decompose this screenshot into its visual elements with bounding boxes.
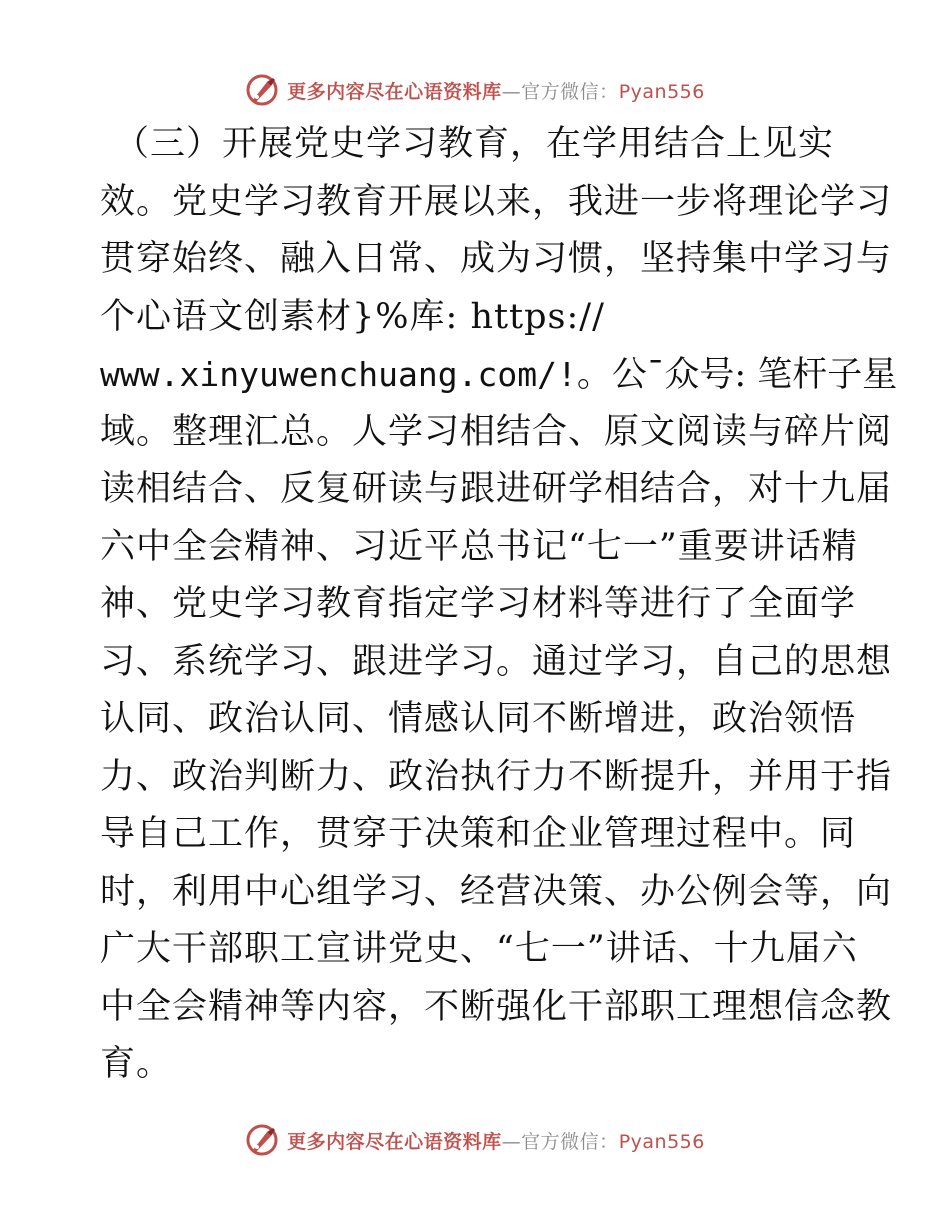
banner-text xyxy=(287,77,705,104)
document-body xyxy=(100,116,898,1094)
banner-handle: Pyan556 xyxy=(618,80,705,103)
url-text: www.xinyuwenchuang.com/! xyxy=(100,355,577,394)
footer-banner xyxy=(0,1120,950,1160)
wechat-text: 。公¯众号: 笔杆子星 xyxy=(576,355,898,395)
body-line: （三）开展党史学习教育，在学用结合上见实 xyxy=(114,124,835,164)
pen-nib-logo-icon xyxy=(245,73,279,107)
banner-prefix: 更多内容尽在心语资料库 xyxy=(287,80,502,103)
banner-separator: — xyxy=(501,1130,522,1153)
banner-text xyxy=(287,1127,705,1154)
body-line: 广大干部职工宣讲党史、“七一”讲话、十九届六 xyxy=(100,929,858,969)
body-line: 育。 xyxy=(100,1044,173,1084)
body-line: 力、政治判断力、政治执行力不断提升，并用于指 xyxy=(100,756,893,797)
body-line: 认同、政治认同、情感认同不断增进，政治领悟 xyxy=(100,699,857,739)
banner-official-label: 官方微信： xyxy=(521,1130,619,1153)
header-banner xyxy=(0,70,950,110)
body-line: 读相结合、反复研读与跟进研学相结合，对十九届 xyxy=(100,469,893,509)
body-line: 神、党史学习教育指定学习材料等进行了全面学 xyxy=(100,584,857,624)
body-line: 中全会精神等内容，不断强化干部职工理想信念教 xyxy=(100,986,893,1027)
body-line: 导自己工作，贯穿于决策和企业管理过程中。同 xyxy=(100,814,857,854)
banner-handle: Pyan556 xyxy=(618,1130,705,1153)
body-line: 习、系统学习、跟进学习。通过学习，自己的思想 xyxy=(100,641,893,682)
body-line: 贯穿始终、融入日常、成为习惯，坚持集中学习与 xyxy=(100,239,893,279)
pen-nib-logo-icon xyxy=(245,1123,279,1157)
body-line: 时，利用中心组学习、经营决策、办公例会等，向 xyxy=(100,871,893,912)
body-line: 域。整理汇总。人学习相结合、原文阅读与碎片阅 xyxy=(100,411,893,452)
banner-separator: — xyxy=(501,80,522,103)
body-line: 个心语文创素材}%库: https:// xyxy=(100,296,605,337)
banner-official-label: 官方微信： xyxy=(521,80,619,103)
body-line-url xyxy=(100,346,898,404)
banner-prefix: 更多内容尽在心语资料库 xyxy=(287,1130,502,1153)
body-line: 效。党史学习教育开展以来，我进一步将理论学习 xyxy=(100,181,893,222)
body-line: 六中全会精神、习近平总书记“七一”重要讲话精 xyxy=(100,526,858,567)
